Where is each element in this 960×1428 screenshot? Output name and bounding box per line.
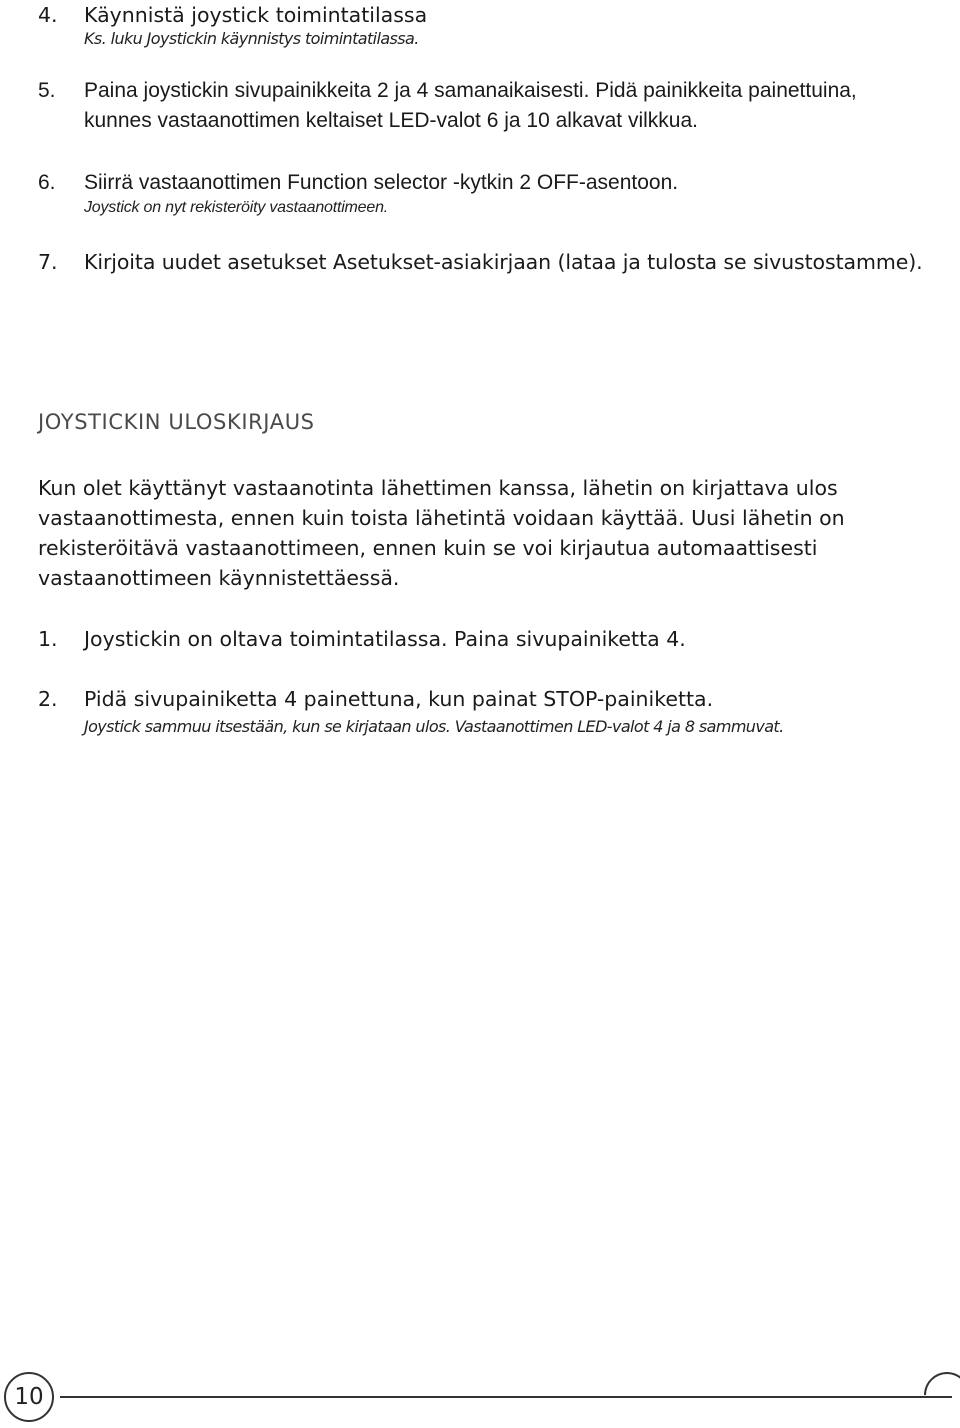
step-4 [38,0,928,50]
page-number-badge [4,1372,54,1422]
step-text: Joystickin on oltava toimintatilassa. Paina sivupainiketta 4. [84,627,686,651]
step-number: 5. [38,79,56,102]
footer-end-cap [914,1362,960,1427]
paragraph-line: vastaanottimeen käynnistettäessä. [38,566,400,590]
step-number: 6. [38,171,56,194]
step-number: 7. [38,250,58,274]
paragraph-line: rekisteröitävä vastaanottimeen, ennen kuin se voi kirjautua automaattisesti [38,536,818,560]
section-paragraph [38,473,898,593]
logout-step-1 [38,624,928,654]
step-text: Kirjoita uudet asetukset Asetukset-asiakirjaan (lataa ja tulosta se sivustostamme). [84,250,923,274]
step-text: Pidä sivupainiketta 4 painettuna, kun painat STOP-painiketta. [84,687,714,711]
step-number: 4. [38,3,58,27]
step-text: Siirrä vastaanottimen Function selector -kytkin 2 OFF-asentoon. [84,171,679,194]
step-note: Joystick sammuu itsestään, kun se kirjataan ulos. Vastaanottimen LED-valot 4 ja 8 sammuvat. [84,717,784,736]
step-text-line: kunnes vastaanottimen keltaiset LED-valot 6 ja 10 alkavat vilkkua. [84,109,698,132]
page-number: 10 [14,1384,44,1410]
section-heading: JOYSTICKIN ULOSKIRJAUS [38,410,315,434]
step-text: Käynnistä joystick toimintatilassa [84,3,428,27]
step-number: 1. [38,627,58,651]
step-text-line: Paina joystickin sivupainikkeita 2 ja 4 samanaikaisesti. Pidä painikkeita painettuina, [84,79,857,102]
logout-step-2 [38,684,928,738]
step-note: Ks. luku Joystickin käynnistys toimintatilassa. [84,29,419,48]
step-7 [38,247,928,277]
step-5 [38,76,928,136]
step-6 [38,168,928,219]
step-number: 2. [38,687,58,711]
step-note: Joystick on nyt rekisteröity vastaanottimeen. [84,199,389,216]
footer-rule [60,1396,952,1398]
paragraph-line: vastaanottimesta, ennen kuin toista lähetintä voidaan käyttää. Uusi lähetin on [38,506,845,530]
paragraph-line: Kun olet käyttänyt vastaanotinta lähettimen kanssa, lähetin on kirjattava ulos [38,476,838,500]
